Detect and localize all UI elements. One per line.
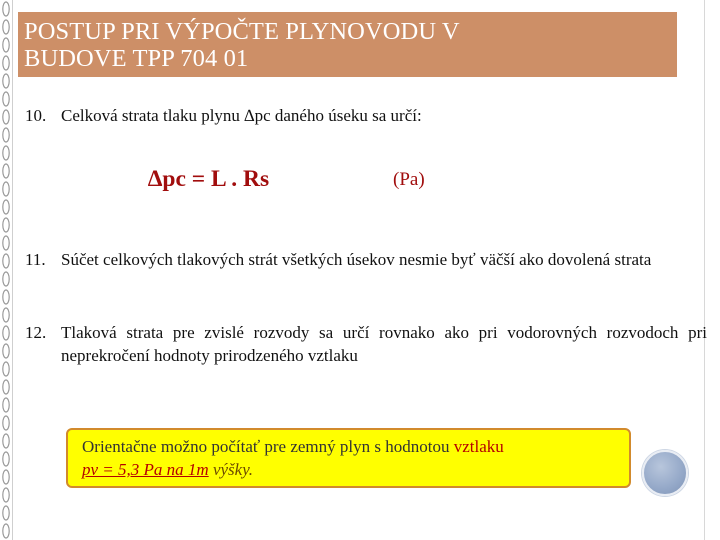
item-text: Tlaková strata pre zvislé rozvody sa určí rovnako ako pri vodorovných rozvodoch pri neprekročení hodnoty prirodzeného vztlaku bbox=[61, 323, 707, 365]
note-suffix: výšky. bbox=[208, 460, 254, 479]
left-divider bbox=[12, 0, 13, 540]
formula-unit: (Pa) bbox=[393, 169, 425, 190]
item-number: 12. bbox=[25, 323, 47, 342]
note-line-1 bbox=[82, 436, 504, 458]
note-box bbox=[66, 428, 631, 488]
list-item-11 bbox=[25, 248, 709, 296]
note-line-2 bbox=[82, 459, 253, 481]
note-highlight: vztlaku bbox=[453, 437, 504, 456]
circle-icon bbox=[642, 450, 688, 496]
list-item-10 bbox=[25, 104, 705, 128]
item-text: Súčet celkových tlakových strát všetkých úsekov nesmie byť väčší ako dovolená strata bbox=[61, 250, 652, 269]
title-line-2: BUDOVE TPP 704 01 bbox=[24, 45, 249, 72]
title-line-1: POSTUP PRI VÝPOČTE PLYNOVODU V bbox=[24, 18, 460, 45]
item-text: Celková strata tlaku plynu ∆pc daného úseku sa určí: bbox=[61, 106, 422, 125]
item-number: 10. bbox=[25, 106, 47, 125]
note-value: pv = 5,3 Pa na 1m bbox=[82, 460, 209, 479]
list-item-12 bbox=[25, 321, 709, 369]
chain-border-icon bbox=[0, 0, 12, 540]
note-text: Orientačne možno počítať pre zemný plyn s hodnotou bbox=[82, 437, 454, 456]
item-number: 11. bbox=[25, 250, 46, 269]
formula: ∆pc = L . Rs bbox=[148, 166, 270, 192]
slide-title bbox=[18, 12, 677, 77]
